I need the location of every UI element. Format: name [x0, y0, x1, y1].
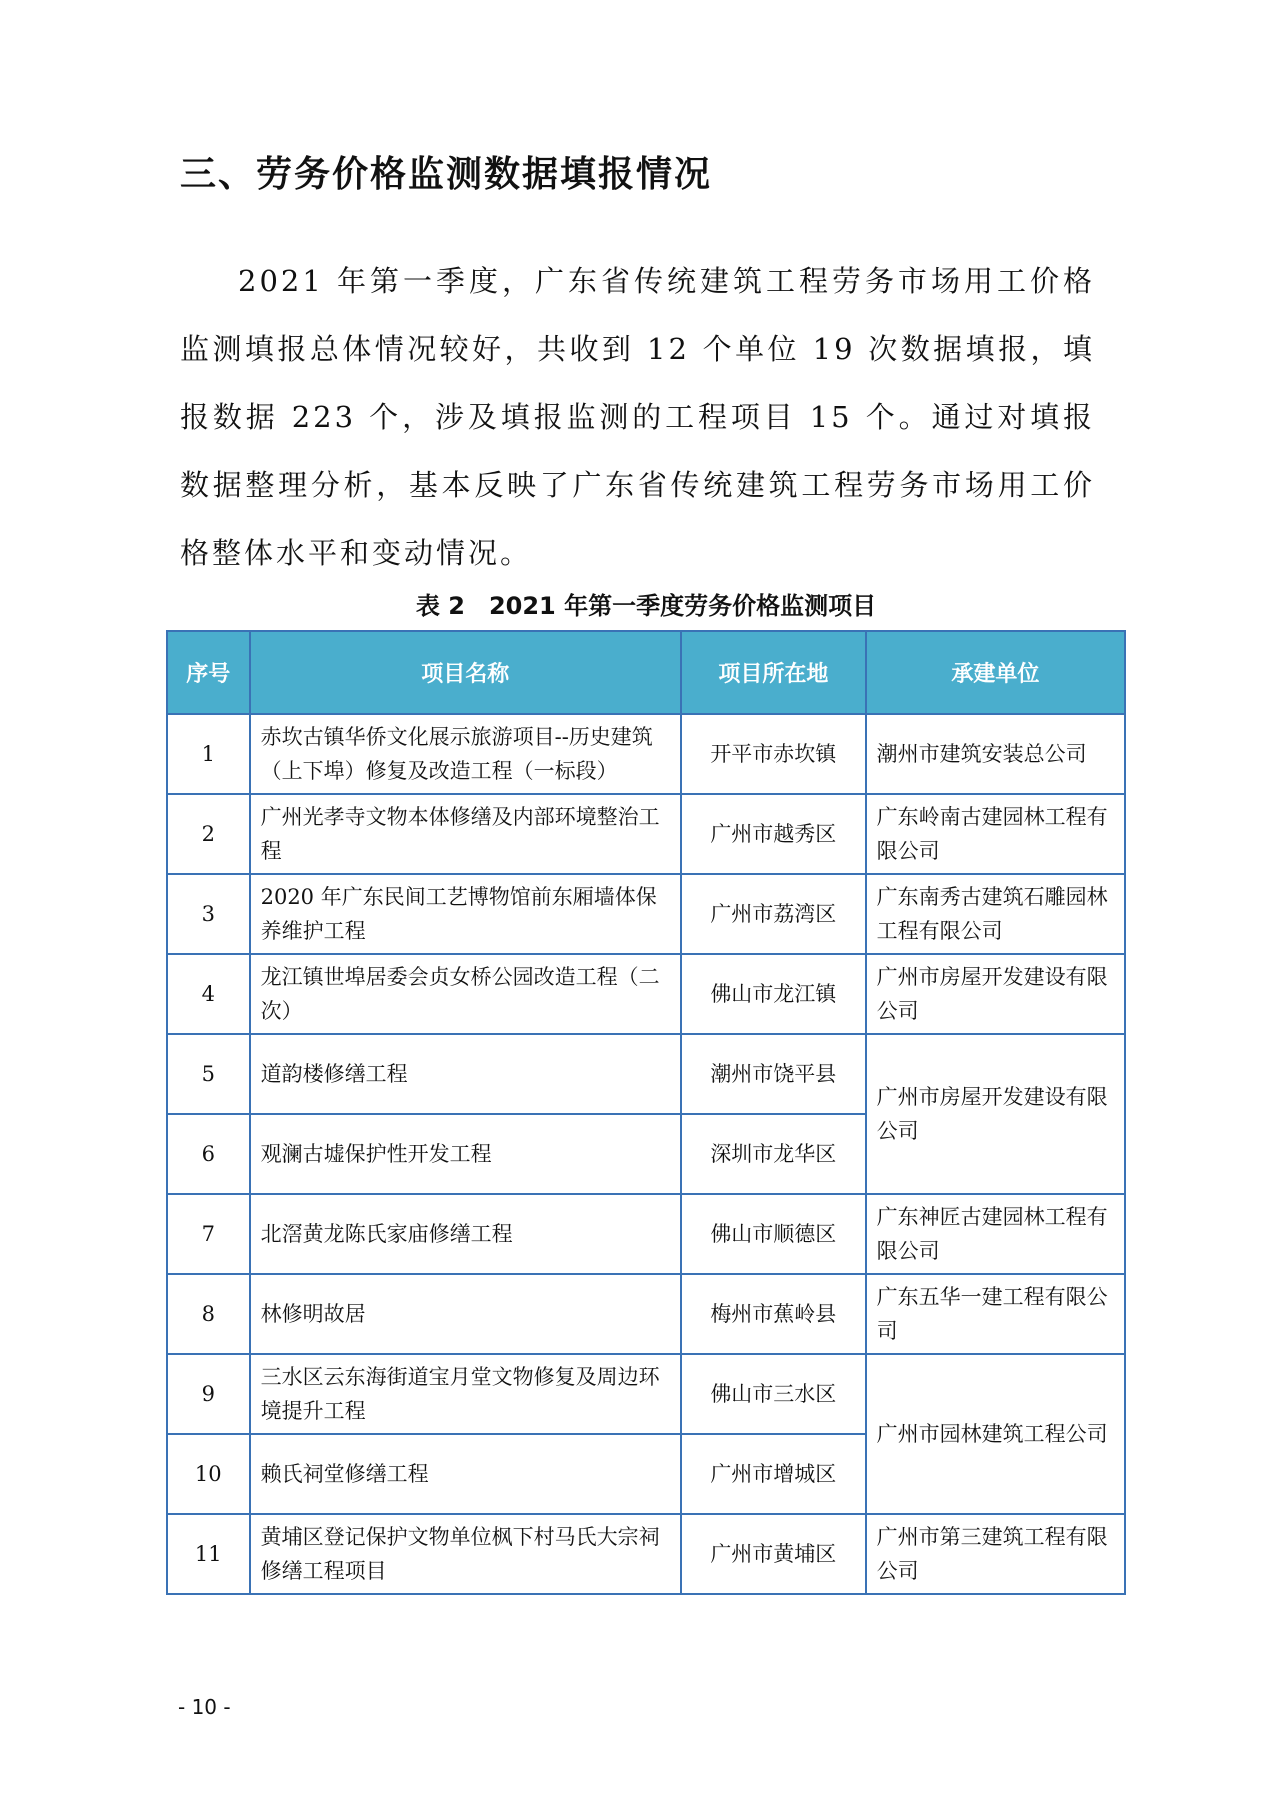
cell-no: 3	[167, 874, 250, 954]
cell-contractor: 广州市房屋开发建设有限公司	[866, 954, 1125, 1034]
cell-location: 佛山市三水区	[681, 1354, 866, 1434]
cell-no: 5	[167, 1034, 250, 1114]
cell-project-name: 林修明故居	[250, 1274, 681, 1354]
cell-contractor: 潮州市建筑安装总公司	[866, 714, 1125, 794]
table-header-row	[167, 631, 1125, 714]
header-contractor: 承建单位	[866, 631, 1125, 714]
cell-contractor: 广东神匠古建园林工程有限公司	[866, 1194, 1125, 1274]
section-heading: 三、劳务价格监测数据填报情况	[180, 154, 713, 195]
cell-contractor: 广东五华一建工程有限公司	[866, 1274, 1125, 1354]
cell-location: 广州市黄埔区	[681, 1514, 866, 1594]
cell-no: 10	[167, 1434, 250, 1514]
table-row	[167, 794, 1125, 874]
header-location: 项目所在地	[681, 631, 866, 714]
cell-project-name: 北滘黄龙陈氏家庙修缮工程	[250, 1194, 681, 1274]
cell-project-name: 龙江镇世埠居委会贞女桥公园改造工程（二次）	[250, 954, 681, 1034]
table-row	[167, 714, 1125, 794]
cell-location: 佛山市顺德区	[681, 1194, 866, 1274]
cell-no: 11	[167, 1514, 250, 1594]
cell-no: 1	[167, 714, 250, 794]
cell-project-name: 广州光孝寺文物本体修缮及内部环境整治工程	[250, 794, 681, 874]
cell-contractor: 广东岭南古建园林工程有限公司	[866, 794, 1125, 874]
cell-location: 佛山市龙江镇	[681, 954, 866, 1034]
table-row	[167, 954, 1125, 1034]
cell-no: 8	[167, 1274, 250, 1354]
cell-project-name: 赤坎古镇华侨文化展示旅游项目--历史建筑（上下埠）修复及改造工程（一标段）	[250, 714, 681, 794]
cell-project-name: 观澜古墟保护性开发工程	[250, 1114, 681, 1194]
cell-project-name: 黄埔区登记保护文物单位枫下村马氏大宗祠修缮工程项目	[250, 1514, 681, 1594]
cell-no: 7	[167, 1194, 250, 1274]
cell-no: 6	[167, 1114, 250, 1194]
cell-location: 开平市赤坎镇	[681, 714, 866, 794]
table-row	[167, 1274, 1125, 1354]
cell-location: 广州市越秀区	[681, 794, 866, 874]
cell-project-name: 2020 年广东民间工艺博物馆前东厢墙体保养维护工程	[250, 874, 681, 954]
table-row	[167, 1354, 1125, 1434]
cell-location: 广州市增城区	[681, 1434, 866, 1514]
cell-no: 2	[167, 794, 250, 874]
table-row	[167, 1514, 1125, 1594]
cell-contractor: 广州市园林建筑工程公司	[866, 1354, 1125, 1514]
cell-contractor: 广东南秀古建筑石雕园林工程有限公司	[866, 874, 1125, 954]
cell-location: 广州市荔湾区	[681, 874, 866, 954]
body-paragraph: 2021 年第一季度，广东省传统建筑工程劳务市场用工价格监测填报总体情况较好，共收到 12 个单位 19 次数据填报，填报数据 223 个，涉及填报监测的工程项目 15 个。通过对填报数据整理分析，基本反映了广东省传统建筑工程劳务市场用工价格整体水平和变动情况。	[180, 264, 1095, 570]
table-row	[167, 1034, 1125, 1114]
cell-no: 9	[167, 1354, 250, 1434]
cell-project-name: 赖氏祠堂修缮工程	[250, 1434, 681, 1514]
table-row	[167, 874, 1125, 954]
table-row	[167, 1194, 1125, 1274]
cell-location: 深圳市龙华区	[681, 1114, 866, 1194]
cell-project-name: 道韵楼修缮工程	[250, 1034, 681, 1114]
header-project-name: 项目名称	[250, 631, 681, 714]
cell-contractor: 广州市第三建筑工程有限公司	[866, 1514, 1125, 1594]
cell-location: 梅州市蕉岭县	[681, 1274, 866, 1354]
table-caption: 表 2 2021 年第一季度劳务价格监测项目	[415, 592, 877, 620]
cell-contractor: 广州市房屋开发建设有限公司	[866, 1034, 1125, 1194]
monitoring-projects-table	[166, 630, 1126, 1595]
cell-location: 潮州市饶平县	[681, 1034, 866, 1114]
header-no: 序号	[167, 631, 250, 714]
page-number: - 10 -	[178, 1695, 231, 1719]
cell-project-name: 三水区云东海街道宝月堂文物修复及周边环境提升工程	[250, 1354, 681, 1434]
cell-no: 4	[167, 954, 250, 1034]
